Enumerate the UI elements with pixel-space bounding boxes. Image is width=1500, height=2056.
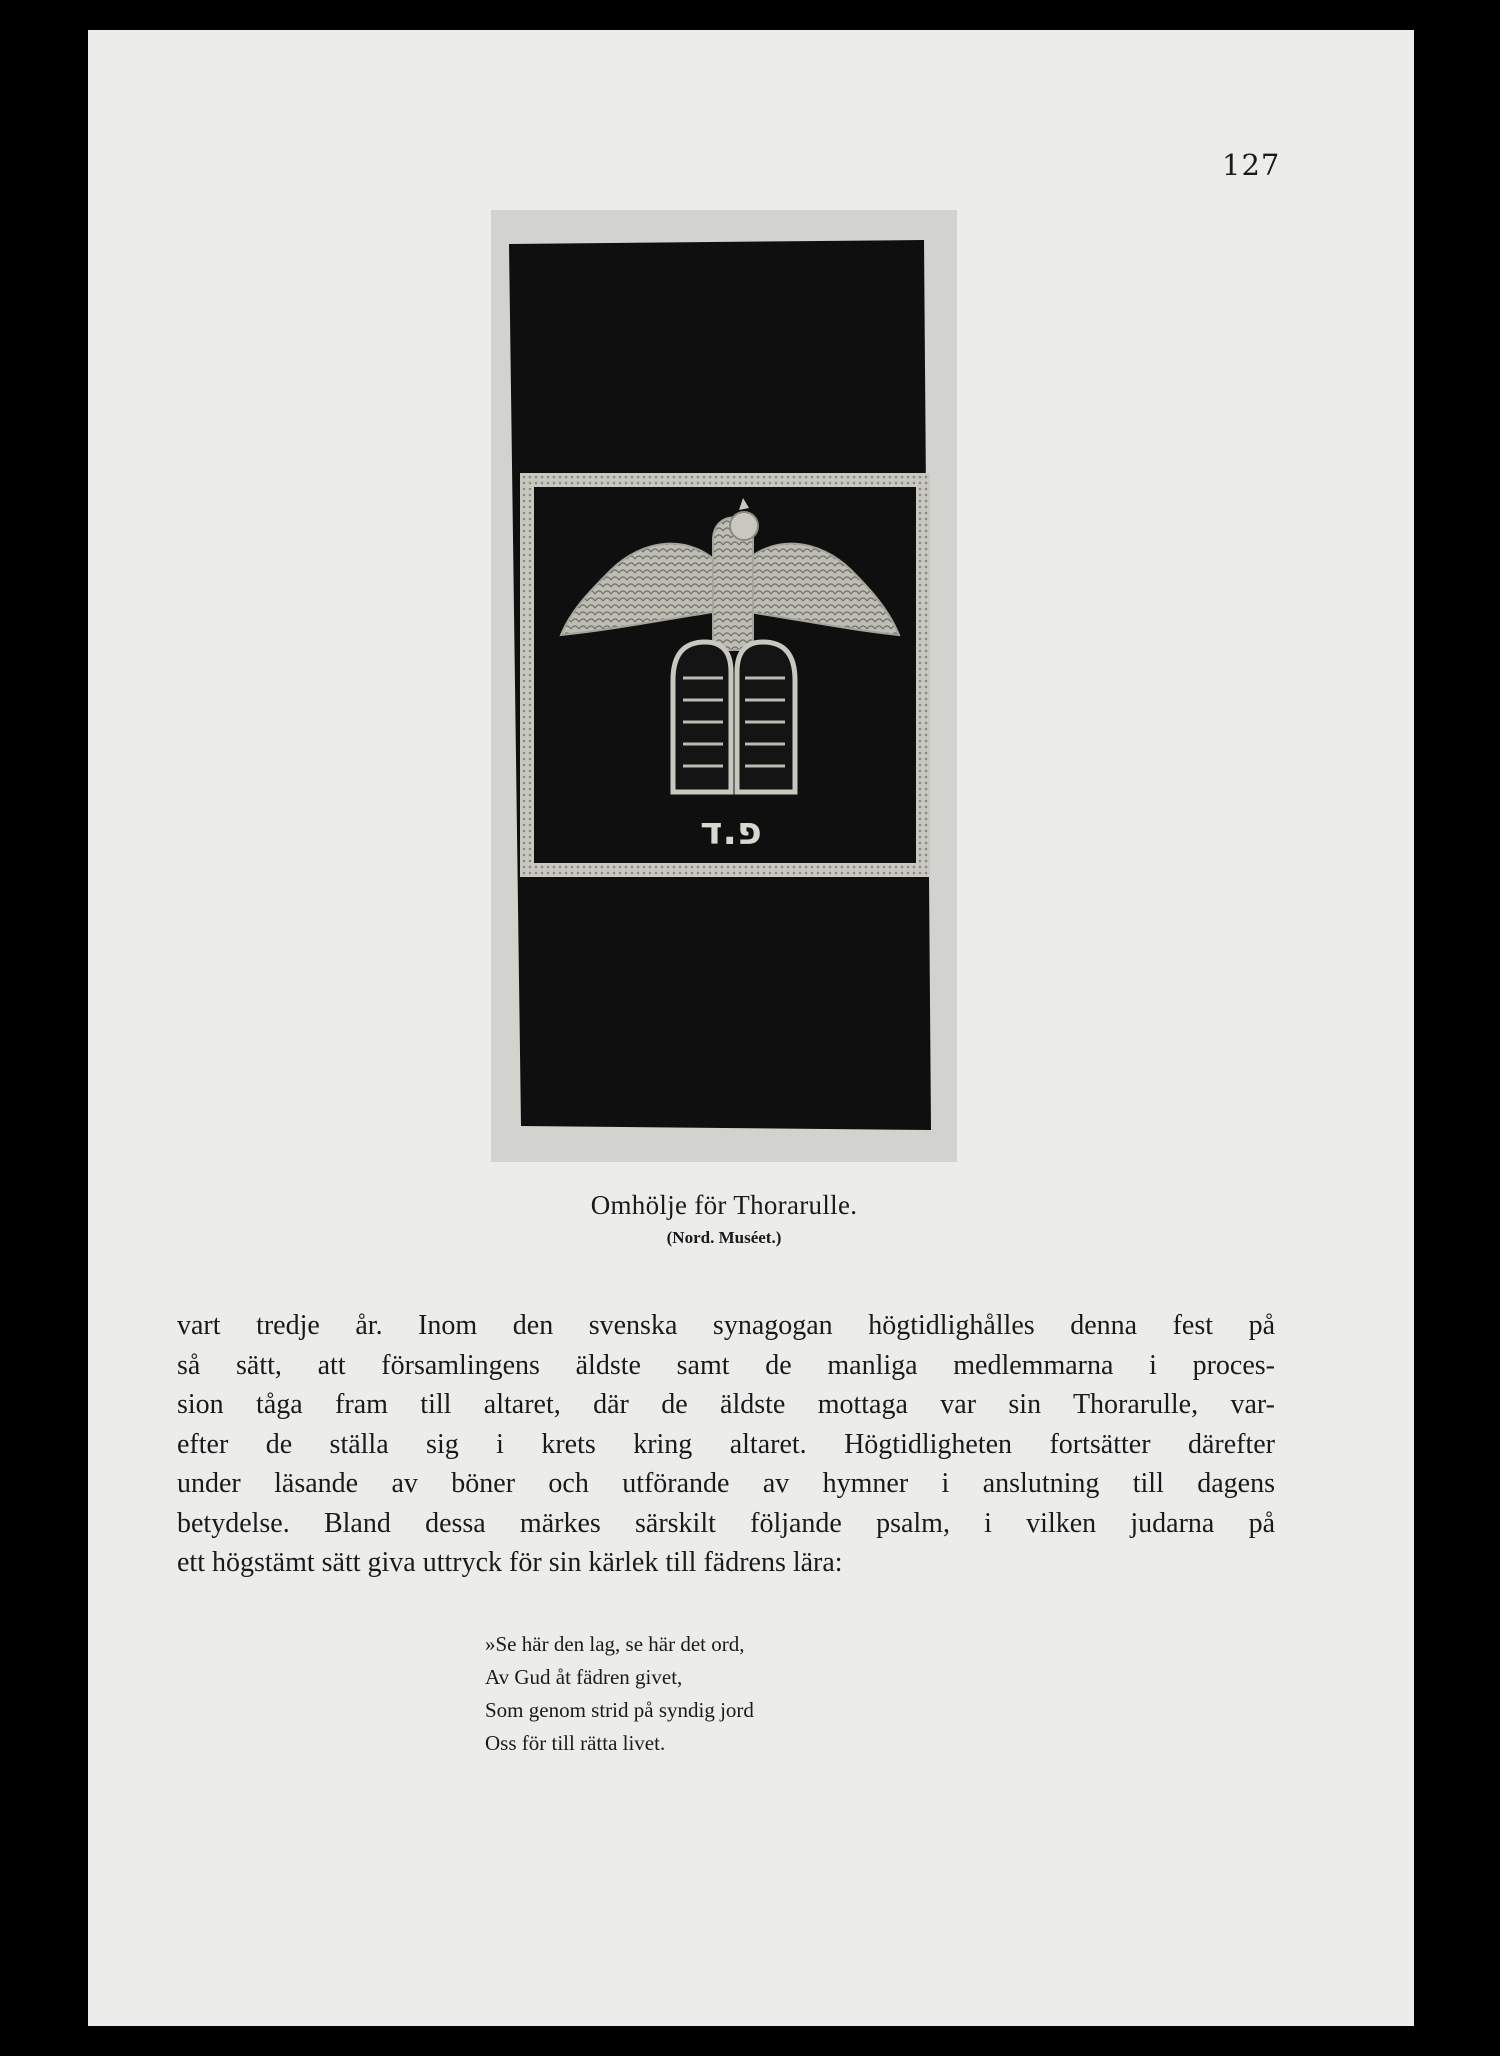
torah-mantle-illustration: [491, 210, 957, 1162]
body-line: under läsande av böner och utförande av hymner i anslutning till dagens: [177, 1468, 1275, 1499]
poem-line: »Se här den lag, se här det ord,: [485, 1632, 745, 1656]
psalm-quote: [485, 1628, 754, 1760]
body-line: betydelse. Bland dessa märkes särskilt följande psalm, i vilken judarna på: [177, 1507, 1275, 1539]
body-line: så sätt, att församlingens äldste samt de manliga medlemmarna i proces-: [177, 1349, 1275, 1381]
body-line: efter de ställa sig i krets kring altaret. Högtidligheten fortsätter därefter: [177, 1428, 1275, 1460]
figure-source: (Nord. Muséet.): [666, 1228, 782, 1247]
poem-line: Oss för till rätta livet.: [485, 1731, 666, 1755]
body-line: vart tredje år. Inom den svenska synagogan högtidlighålles denna fest på: [177, 1310, 1275, 1341]
eagle-head: [730, 512, 758, 540]
poem-line: Som genom strid på syndig jord: [485, 1698, 754, 1722]
poem-line: Av Gud åt fädren givet,: [485, 1665, 683, 1689]
body-line: ett högstämt sätt giva uttryck för sin kärlek till fädrens lära:: [177, 1547, 843, 1578]
torah-mantle-photo: [491, 210, 957, 1162]
page-number: 127: [1222, 148, 1281, 182]
body-line: sion tåga fram till altaret, där de äldste mottaga var sin Thorarulle, var-: [177, 1389, 1275, 1420]
body-paragraph: [177, 1306, 1275, 1583]
figure-caption: Omhölje för Thorarulle.: [590, 1190, 858, 1220]
embroidered-initials: פ.ד: [700, 809, 762, 853]
